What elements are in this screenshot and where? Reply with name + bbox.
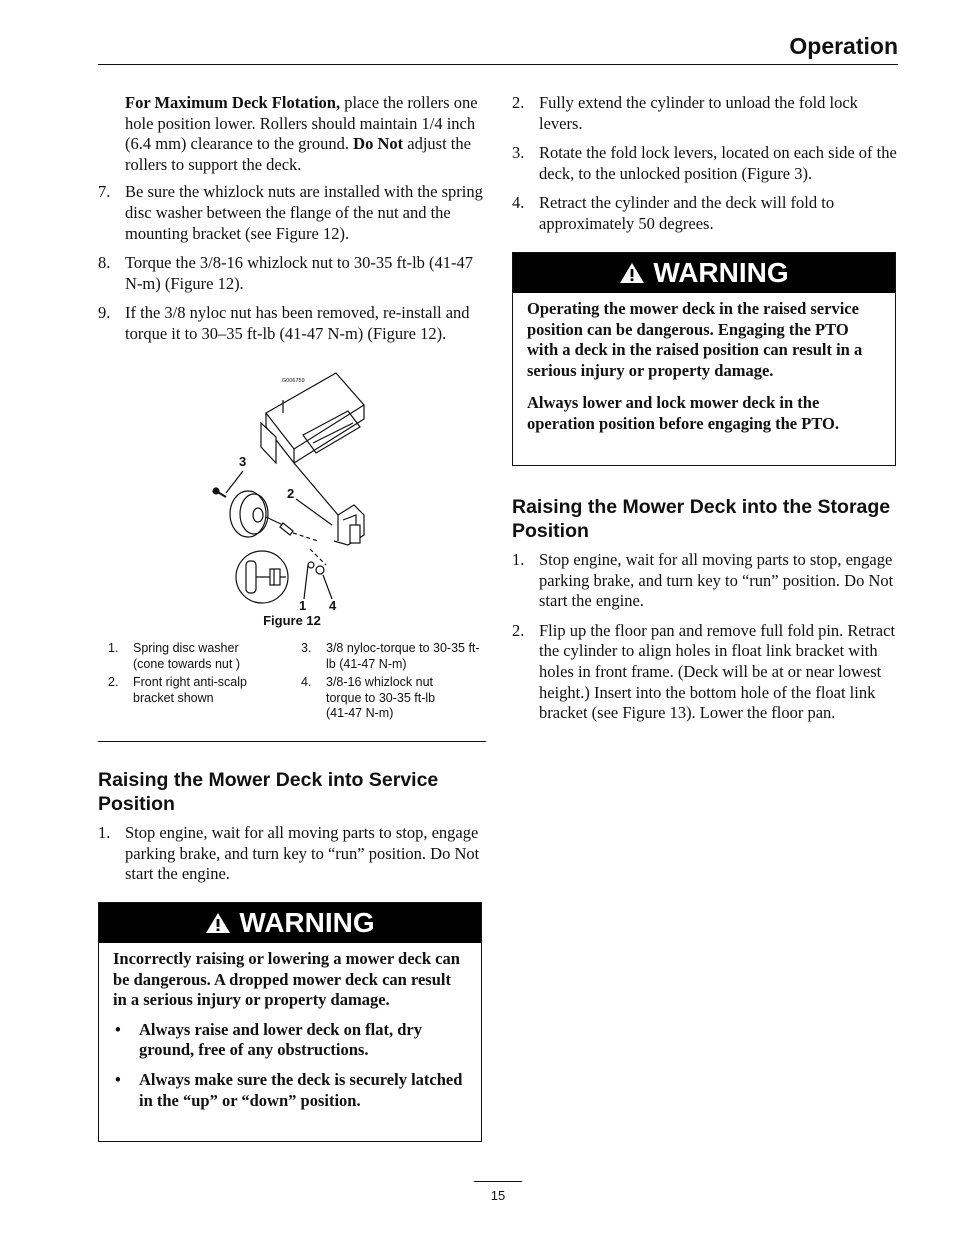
storage-steps-list [512, 550, 898, 724]
page-number: 15 [474, 1181, 522, 1203]
right-column [512, 93, 898, 244]
legend-number: 1. [108, 641, 119, 655]
warning-box-raised-service [512, 252, 896, 466]
legend-text: 3/8-16 whizlock nut torque to 30-35 ft-lb (41-47 N-m) [326, 675, 436, 720]
warning-text: Incorrectly raising or lowering a mower deck can be dangerous. A dropped mower deck can result in a serious injury or property damage. [113, 949, 460, 1010]
step-text: Fully extend the cylinder to unload the fold lock levers. [539, 93, 858, 133]
callout-2: 2 [287, 486, 295, 501]
step-text: Retract the cylinder and the deck will fold to approximately 50 degrees. [539, 193, 835, 233]
callout-3: 3 [239, 454, 247, 469]
list-item [512, 550, 898, 612]
warning-text: Always lower and lock mower deck in the operation position before engaging the PTO. [527, 393, 839, 433]
section-heading-storage: Raising the Mower Deck into the Storage Position [512, 496, 891, 542]
do-not-text: Do Not [353, 134, 404, 154]
legend-number: 4. [301, 675, 312, 689]
step-number: 2. [512, 620, 525, 640]
deck-steps-list [98, 182, 486, 344]
bullet-dot: • [115, 1069, 121, 1089]
legend-text: Spring disc washer (cone towards nut ) [133, 641, 240, 671]
warning-header [513, 253, 895, 293]
callout-1: 1 [299, 598, 307, 613]
warning-bullet [113, 1020, 467, 1061]
step-text: Stop engine, wait for all moving parts to stop, engage parking brake, and turn key to “run” position. Do Not start the engine. [125, 823, 480, 884]
list-item [98, 303, 486, 344]
warning-header [99, 903, 481, 943]
warning-body [99, 943, 481, 1111]
section-heading-service: Raising the Mower Deck into Service Position [98, 769, 439, 815]
warning-box-deck-raising [98, 902, 482, 1142]
callout-4: 4 [329, 598, 337, 613]
step-number: 2. [512, 93, 525, 112]
figure-caption: Figure 12 [263, 613, 321, 628]
warning-title: WARNING [239, 907, 375, 938]
step-number: 4. [512, 193, 525, 213]
step-text: Torque the 3/8-16 whizlock nut to 30-35 ft-lb (41-47 N-m) (Figure 12). [125, 253, 474, 293]
step-number: 8. [98, 253, 111, 273]
list-item [98, 182, 486, 244]
figure-12 [98, 365, 486, 628]
legend-text: 3/8 nyloc-torque to 30-35 ft-lb (41-47 N-m) [326, 641, 480, 671]
list-item [512, 193, 898, 234]
step-text: Be sure the whizlock nuts are installed with the spring disc washer between the flange of the nut and the mounting bracket (see Figure 12). [125, 182, 483, 243]
step-text: Flip up the floor pan and remove full fold pin. Retract the cylinder to align holes in float link bracket with holes in front frame. (Deck will be at or near lowest height.) Insert into the bottom hole of the float link bracket (see Figure 13). Lower the floor pan. [539, 620, 896, 723]
step-text: Stop engine, wait for all moving parts to stop, engage parking brake, and turn key to “run” position. Do Not start the engine. [539, 550, 894, 611]
storage-section [512, 495, 898, 733]
warning-triangle-icon [619, 262, 645, 284]
step-number: 9. [98, 303, 111, 323]
list-item [98, 253, 486, 294]
legend-number: 2. [108, 675, 119, 689]
step-text: Rotate the fold lock levers, located on each side of the deck, to the unlocked position (Figure 3). [539, 143, 897, 183]
legend-text: Front right anti-scalp bracket shown [133, 675, 247, 705]
warning-bullet-text: Always make sure the deck is securely latched in the “up” or “down” position. [139, 1069, 463, 1110]
step-number: 1. [98, 823, 111, 842]
step-number: 3. [512, 143, 525, 163]
fold-steps-list [512, 93, 898, 235]
section-title: Operation [789, 33, 898, 59]
service-section [98, 768, 486, 894]
flotation-paragraph [125, 93, 486, 175]
flotation-text-end: adjust the rollers to support the deck. [125, 134, 471, 174]
legend-number: 3. [301, 641, 312, 655]
flotation-lead: For Maximum Deck Flotation, [125, 93, 341, 112]
header-rule [98, 64, 898, 65]
step-number: 7. [98, 182, 111, 202]
figure-code: G006759 [282, 378, 305, 384]
section-divider [98, 741, 486, 742]
list-item [512, 621, 898, 724]
warning-triangle-icon [205, 912, 231, 934]
warning-bullet-text: Always raise and lower deck on flat, dry ground, free of any obstructions. [139, 1019, 422, 1060]
roller-assembly-illustration [98, 365, 486, 625]
list-item [512, 143, 898, 184]
warning-bullet [113, 1070, 467, 1111]
flotation-text: place the rollers one hole position lower. Rollers should maintain 1/4 inch (6.4 mm) clearance to the ground. [125, 93, 478, 154]
list-item [512, 93, 898, 134]
list-item [98, 823, 486, 885]
step-number: 1. [512, 550, 525, 569]
bullet-dot: • [115, 1019, 121, 1039]
warning-title: WARNING [653, 257, 789, 288]
figure-legend [98, 641, 486, 731]
warning-text: Operating the mower deck in the raised service position can be dangerous. Engaging the PTO with a deck in the raised position can result in a serious injury or property damage. [527, 299, 863, 380]
warning-body [513, 293, 895, 435]
service-steps-list [98, 823, 486, 885]
left-column [98, 93, 486, 354]
step-text: If the 3/8 nyloc nut has been removed, re-install and torque it to 30–35 ft-lb (41-47 N-m) (Figure 12). [125, 303, 470, 343]
